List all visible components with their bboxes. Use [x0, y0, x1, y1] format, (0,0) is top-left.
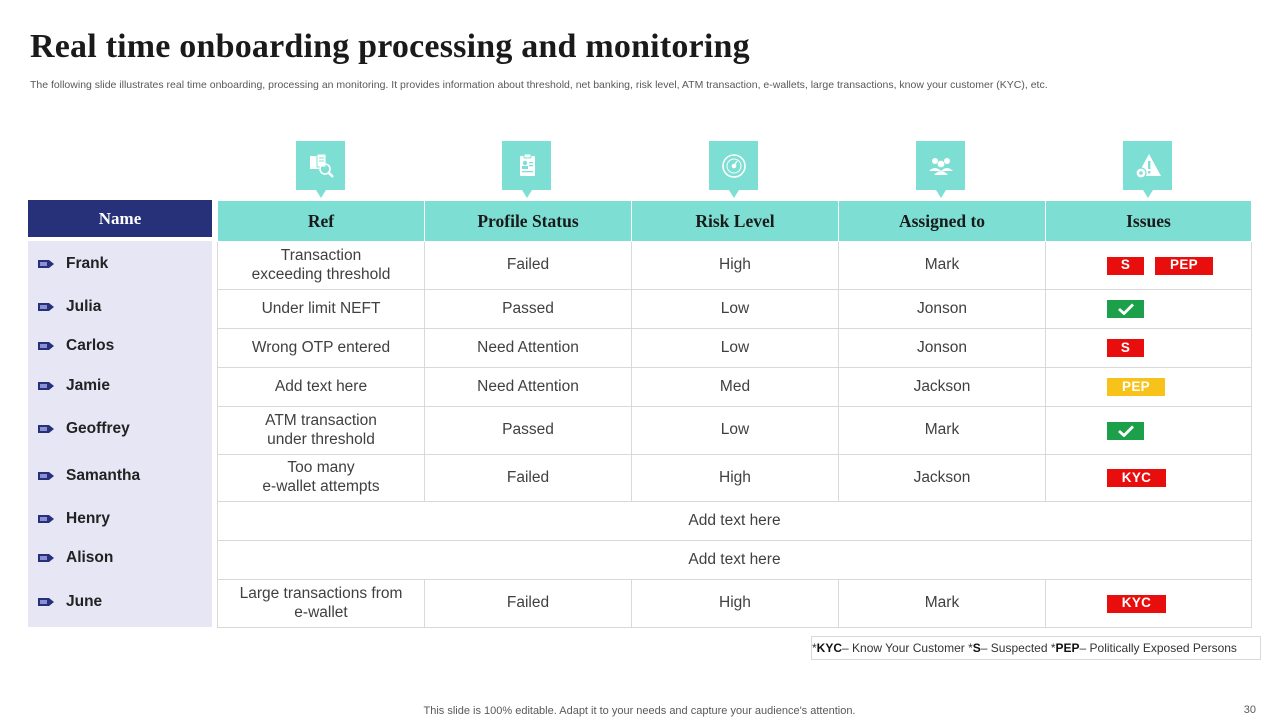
team-icon — [916, 141, 965, 190]
legend-s: S — [972, 641, 981, 655]
issues-cell — [1046, 290, 1252, 329]
profile-status-cell: Need Attention — [425, 368, 632, 407]
checkmark-icon — [1107, 422, 1144, 440]
name-item — [38, 419, 130, 439]
ref-line: e-wallet — [294, 603, 348, 621]
name-label: Alison — [66, 549, 114, 566]
legend-text: – Suspected * — [980, 641, 1056, 655]
slide-title: Real time onboarding processing and monitoring — [30, 28, 750, 65]
slide-subtitle: The following slide illustrates real time onboarding, processing an monitoring. It provides information about threshold, net banking, risk level, ATM transaction, e-wallets, large transactions, know your customer (KYC), etc. — [30, 79, 1048, 91]
ref-cell — [218, 407, 425, 455]
profile-status-cell: Failed — [425, 455, 632, 502]
assigned-to-cell: Jackson — [839, 368, 1046, 407]
assigned-to-cell: Mark — [839, 407, 1046, 455]
issues-cell — [1046, 455, 1252, 502]
issue-badge-pep: PEP — [1107, 378, 1165, 396]
merged-text-cell: Add text here — [218, 541, 1252, 580]
table-row — [218, 580, 1252, 628]
risk-level-cell: Med — [632, 368, 839, 407]
name-label: June — [66, 593, 103, 610]
ref-line: Transaction — [280, 246, 362, 264]
name-label: Geoffrey — [66, 420, 130, 437]
column-header-ref: Ref — [218, 201, 425, 242]
assigned-to-cell: Jonson — [839, 329, 1046, 368]
table-row — [218, 455, 1252, 502]
column-header-risk-level: Risk Level — [632, 201, 839, 242]
issues-cell — [1046, 407, 1252, 455]
issue-badge-s: S — [1107, 339, 1144, 357]
issue-badge-s: S — [1107, 257, 1144, 275]
assigned-to-cell: Mark — [839, 580, 1046, 628]
profile-status-cell: Need Attention — [425, 329, 632, 368]
issue-badge-pep: PEP — [1155, 257, 1213, 275]
clipboard-profile-icon — [502, 141, 551, 190]
ref-line: Large transactions from — [239, 584, 403, 602]
assigned-to-cell: Jonson — [839, 290, 1046, 329]
ref-cell: Wrong OTP entered — [218, 329, 425, 368]
onboarding-table — [217, 200, 1252, 628]
table-row — [218, 368, 1252, 407]
legend-pep: PEP — [1055, 641, 1080, 655]
legend-kyc: KYC — [816, 641, 843, 655]
ref-cell — [218, 242, 425, 290]
name-label: Jamie — [66, 377, 110, 394]
name-item — [38, 466, 140, 486]
table-row — [218, 329, 1252, 368]
table-row — [218, 242, 1252, 290]
arrow-bullet-icon — [38, 424, 55, 434]
ref-line: e-wallet attempts — [262, 478, 380, 495]
column-header-issues: Issues — [1046, 201, 1252, 242]
checkmark-icon — [1107, 300, 1144, 318]
name-item — [38, 592, 102, 612]
column-header-profile-status: Profile Status — [425, 201, 632, 242]
ref-cell — [218, 580, 425, 628]
arrow-bullet-icon — [38, 259, 55, 269]
page-number: 30 — [1243, 704, 1256, 716]
documents-search-icon — [296, 141, 345, 190]
issues-cell — [1046, 580, 1252, 628]
column-header-assigned-to: Assigned to — [839, 201, 1046, 242]
ref-line: exceeding threshold — [251, 265, 391, 283]
arrow-bullet-icon — [38, 514, 55, 524]
arrow-bullet-icon — [38, 302, 55, 312]
abbreviation-legend — [811, 636, 1261, 660]
risk-level-cell: Low — [632, 290, 839, 329]
risk-level-cell: High — [632, 580, 839, 628]
name-item — [38, 336, 114, 356]
name-item — [38, 509, 110, 529]
risk-level-cell: High — [632, 242, 839, 290]
warning-gear-icon — [1123, 141, 1172, 190]
arrow-bullet-icon — [38, 471, 55, 481]
table-row — [218, 502, 1252, 541]
name-item — [38, 254, 108, 274]
ref-cell — [218, 455, 425, 502]
profile-status-cell: Passed — [425, 290, 632, 329]
ref-line: Too many — [287, 459, 355, 477]
assigned-to-cell: Jackson — [839, 455, 1046, 502]
name-item — [38, 297, 101, 317]
name-list-panel — [28, 241, 212, 627]
arrow-bullet-icon — [38, 341, 55, 351]
merged-text-cell: Add text here — [218, 502, 1252, 541]
legend-text: – Know Your Customer * — [842, 641, 973, 655]
profile-status-cell: Failed — [425, 242, 632, 290]
arrow-bullet-icon — [38, 381, 55, 391]
risk-level-cell: Low — [632, 329, 839, 368]
ref-cell: Add text here — [218, 368, 425, 407]
profile-status-cell: Passed — [425, 407, 632, 455]
arrow-bullet-icon — [38, 553, 55, 563]
footer-note — [0, 705, 1280, 717]
issues-cell — [1046, 242, 1252, 290]
name-label: Carlos — [66, 337, 115, 354]
issues-cell — [1046, 368, 1252, 407]
name-label: Samantha — [66, 467, 141, 484]
assigned-to-cell: Mark — [839, 242, 1046, 290]
table-row — [218, 541, 1252, 580]
gauge-icon — [709, 141, 758, 190]
name-label: Julia — [66, 298, 102, 315]
issues-cell — [1046, 329, 1252, 368]
ref-cell: Under limit NEFT — [218, 290, 425, 329]
footer-text: This slide is 100% editable. Adapt it to your needs and capture your audience's attention. — [423, 705, 856, 717]
table-row — [218, 290, 1252, 329]
name-label: Frank — [66, 255, 109, 272]
legend-text: – Politically Exposed Persons — [1079, 641, 1237, 655]
name-item — [38, 376, 110, 396]
profile-status-cell: Failed — [425, 580, 632, 628]
ref-line: under threshold — [267, 430, 375, 448]
name-column-header: Name — [28, 200, 212, 237]
issue-badge-kyc: KYC — [1107, 595, 1166, 613]
issue-badge-kyc: KYC — [1107, 469, 1166, 487]
legend-text: * — [812, 641, 817, 655]
risk-level-cell: Low — [632, 407, 839, 455]
ref-line: ATM transaction — [265, 411, 377, 429]
name-item — [38, 548, 113, 568]
risk-level-cell: High — [632, 455, 839, 502]
table-row — [218, 407, 1252, 455]
table-header-row — [218, 201, 1252, 242]
name-label: Henry — [66, 510, 110, 527]
arrow-bullet-icon — [38, 597, 55, 607]
